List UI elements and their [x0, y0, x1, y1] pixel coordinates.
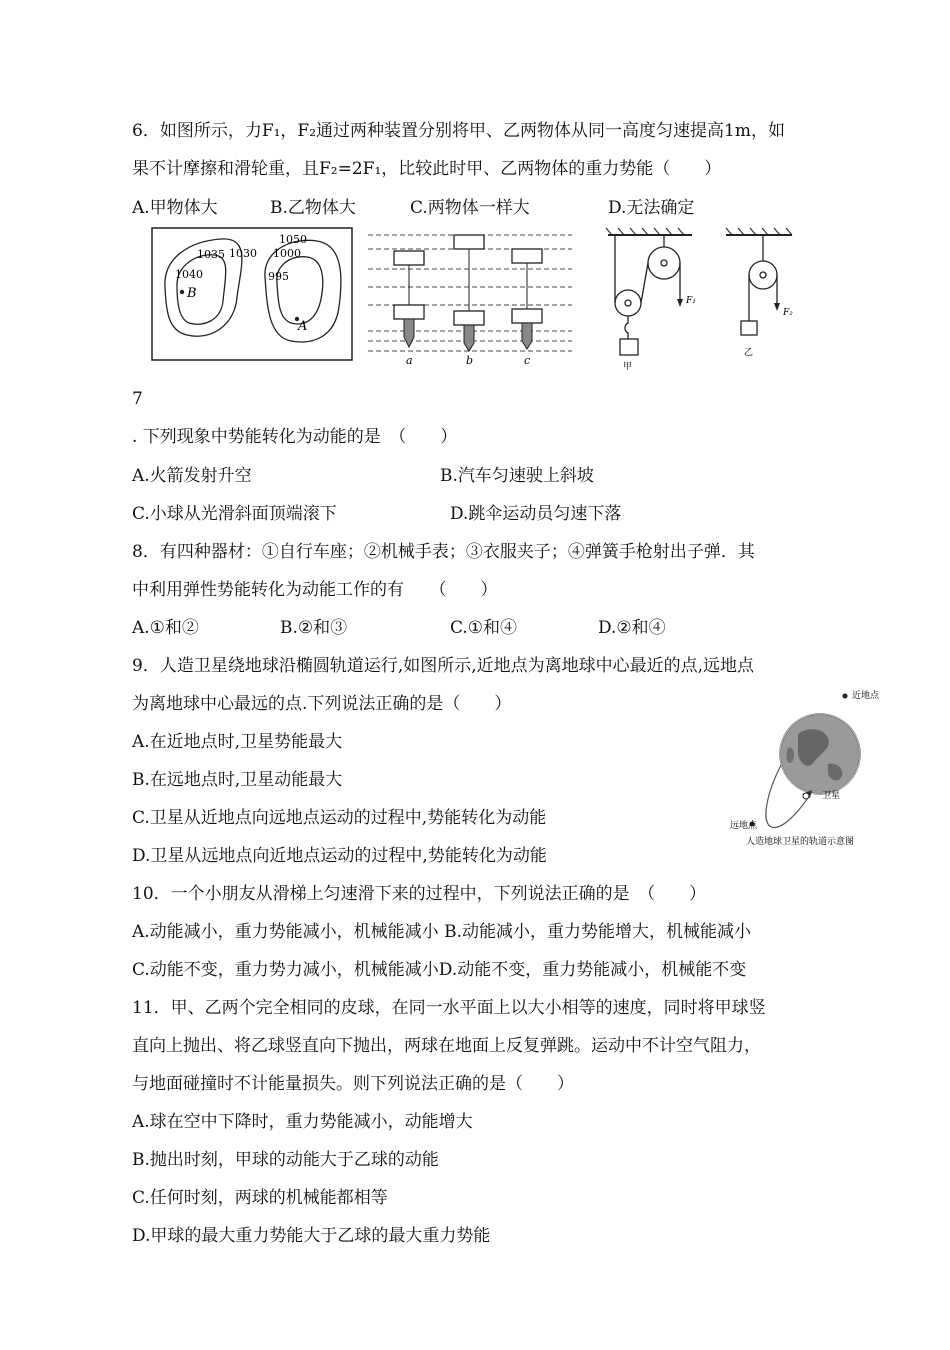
- q7-stem: . 下列现象中势能转化为动能的是 （ ）: [132, 427, 458, 447]
- q7-option-a: A.火箭发射升空: [132, 466, 252, 486]
- satellite-orbit-figure: [728, 684, 893, 852]
- q8-stem-line2: 中利用弹性势能转化为动能工作的有 （ ）: [132, 580, 498, 600]
- force-label-f1: F₁: [686, 296, 696, 306]
- object-yi-label: 乙: [744, 348, 754, 358]
- q11-option-a: A.球在空中下降时，重力势能减小，动能增大: [132, 1112, 473, 1132]
- apogee-label: 远地点: [730, 821, 758, 831]
- q7-number: 7: [132, 389, 143, 409]
- q8-option-c: C.①和④: [450, 618, 518, 638]
- q10-options-cd: C.动能不变，重力势力减小，机械能减小D.动能不变，重力势能减小，机械能不变: [132, 960, 747, 980]
- q11-option-b: B.抛出时刻，甲球的动能大于乙球的动能: [132, 1150, 439, 1170]
- q10-stem: 10．一个小朋友从滑梯上匀速滑下来的过程中，下列说法正确的是 （ ）: [132, 884, 707, 904]
- q6-option-c: C.两物体一样大: [410, 198, 530, 218]
- contour-label-1050: 1050: [279, 233, 307, 246]
- q9-option-b: B.在远地点时,卫星动能最大: [132, 770, 343, 790]
- q9-option-c: C.卫星从近地点向远地点运动的过程中,势能转化为动能: [132, 808, 547, 828]
- nail-label-c: c: [524, 354, 531, 367]
- orbit-caption: 人造地球卫星的轨道示意图: [746, 837, 855, 847]
- contour-map-figure: [151, 227, 353, 361]
- q7-option-d: D.跳伞运动员匀速下落: [450, 504, 622, 524]
- contour-label-1030: 1030: [229, 247, 257, 260]
- q6-option-d: D.无法确定: [608, 198, 695, 218]
- q9-stem-line2: 为离地球中心最远的点.下列说法正确的是（ ）: [132, 694, 512, 714]
- q9-option-d: D.卫星从远地点向近地点运动的过程中,势能转化为动能: [132, 846, 547, 866]
- satellite-label: 卫星: [822, 791, 841, 801]
- q8-option-b: B.②和③: [280, 618, 348, 638]
- q6-stem-line1: 6．如图所示，力F₁，F₂通过两种装置分别将甲、乙两物体从同一高度匀速提高1m，如: [132, 121, 785, 141]
- q8-option-a: A.①和②: [132, 618, 199, 638]
- contour-label-1040: 1040: [175, 268, 203, 281]
- point-a-label: A: [298, 319, 308, 334]
- point-b-label: B: [187, 286, 197, 301]
- nails-experiment-figure: [366, 227, 576, 367]
- q8-option-d: D.②和④: [598, 618, 666, 638]
- q7-option-b: B.汽车匀速驶上斜坡: [440, 466, 594, 486]
- contour-label-1000: 1000: [273, 247, 301, 260]
- q7-option-c: C.小球从光滑斜面顶端滚下: [132, 504, 337, 524]
- contour-label-995: 995: [268, 270, 289, 283]
- contour-label-1035: 1035: [197, 248, 225, 261]
- q11-stem-line3: 与地面碰撞时不计能量损失。则下列说法正确的是（ ）: [132, 1074, 574, 1094]
- pulley-figure: [596, 225, 816, 375]
- q6-stem-line2: 果不计摩擦和滑轮重，且F₂=2F₁，比较此时甲、乙两物体的重力势能（ ）: [132, 159, 722, 179]
- q10-options-ab: A.动能减小，重力势能减小，机械能减小 B.动能减小，重力势能增大，机械能减小: [132, 922, 751, 942]
- q9-option-a: A.在近地点时,卫星势能最大: [132, 732, 343, 752]
- q11-option-c: C.任何时刻，两球的机械能都相等: [132, 1188, 388, 1208]
- nail-label-a: a: [406, 354, 413, 367]
- q11-stem-line2: 直向上抛出、将乙球竖直向下抛出，两球在地面上反复弹跳。运动中不计空气阻力，: [132, 1036, 761, 1056]
- object-jia-label: 甲: [623, 362, 633, 372]
- force-label-f2: F₂: [783, 308, 793, 318]
- q6-option-a: A.甲物体大: [132, 198, 218, 218]
- nail-label-b: b: [466, 354, 474, 367]
- q9-stem-line1: 9．人造卫星绕地球沿椭圆轨道运行,如图所示,近地点为离地球中心最近的点,远地点: [132, 656, 755, 676]
- q8-stem-line1: 8．有四种器材：①自行车座；②机械手表；③衣服夹子；④弹簧手枪射出子弹．其: [132, 542, 755, 562]
- q11-option-d: D.甲球的最大重力势能大于乙球的最大重力势能: [132, 1226, 491, 1246]
- q6-option-b: B.乙物体大: [270, 198, 356, 218]
- perigee-label: 近地点: [852, 691, 880, 701]
- q11-stem-line1: 11．甲、乙两个完全相同的皮球，在同一水平面上以大小相等的速度，同时将甲球竖: [132, 998, 766, 1018]
